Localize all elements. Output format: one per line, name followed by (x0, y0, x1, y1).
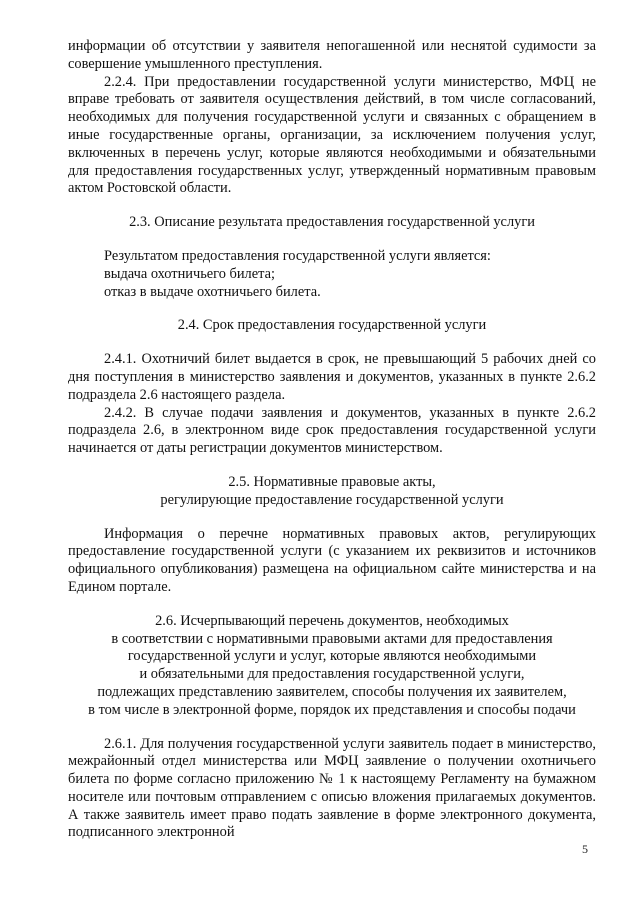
page-number: 5 (582, 842, 588, 856)
heading-2-6-line-5: подлежащих представлению заявителем, способы получения их заявителем, (97, 683, 567, 700)
heading-2-6-line-2: в соответствии с нормативными правовыми актами для предоставления (111, 630, 553, 647)
heading-2-6-line-1: 2.6. Исчерпывающий перечень документов, необходимых (155, 612, 509, 629)
heading-2-5-line-1: 2.5. Нормативные правовые акты, (228, 473, 436, 490)
heading-2-5-line-2: регулирующие предоставление государственной услуги (160, 491, 504, 508)
paragraph-2-4-2: 2.4.2. В случае подачи заявления и документов, указанных в пункте 2.6.2 подраздела 2.6, в электронном виде срок предоставления государственной услуги начинается от даты регистрации документов министерством. (68, 404, 596, 457)
result-line-1: Результатом предоставления государственной услуги является: (104, 247, 491, 264)
result-line-2: выдача охотничьего билета; (104, 265, 275, 282)
paragraph-intro: информации об отсутствии у заявителя непогашенной или неснятой судимости за совершение умышленного преступления. (68, 38, 596, 72)
paragraph-2-4-1: 2.4.1. Охотничий билет выдается в срок, не превышающий 5 рабочих дней со дня поступления в министерство заявления и документов, указанных в пункте 2.6.2 подраздела 2.6 настоящего раздела. (68, 351, 596, 403)
heading-2-6-line-4: и обязательными для предоставления государственной услуги, (139, 666, 525, 683)
heading-2-3: 2.3. Описание результата предоставления государственной услуги (129, 214, 535, 231)
heading-2-6-line-3: государственной услуги и услуг, которые являются необходимыми (127, 648, 537, 665)
heading-2-6-line-6: в том числе в электронной форме, порядок их представления и способы подачи (88, 701, 576, 718)
paragraph-2-5: Информация о перечне нормативных правовых актов, регулирующих предоставление государственной услуги (с указанием их реквизитов и источников официального опубликования) размещена на официальном сайте министерства и на Едином портале. (68, 525, 596, 595)
document-page (68, 38, 596, 842)
heading-2-4: 2.4. Срок предоставления государственной услуги (177, 317, 487, 334)
paragraph-2-2-4: 2.2.4. При предоставлении государственной услуги министерство, МФЦ не вправе требовать от заявителя осуществления действий, в том числе согласований, необходимых для получения государственной услуги и связанных с обращением в иные государственные органы, организации, за исключением получения услуг, включенных в перечень услуг, которые являются необходимыми и обязательными для предоставления государственных услуг, утвержденный нормативным правовым актом Ростовской области. (68, 73, 596, 197)
result-line-3: отказ в выдаче охотничьего билета. (104, 283, 321, 300)
paragraph-2-6-1: 2.6.1. Для получения государственной услуги заявитель подает в министерство, межрайонный отдел министерства или МФЦ заявление о получении охотничьего билета по форме согласно приложению № 1 к настоящему Регламенту на бумажном носителе или почтовым отправлением с описью вложения прилагаемых документов. А также заявитель имеет право подать заявление в форме электронного документа, подписанного электронной (68, 735, 596, 841)
